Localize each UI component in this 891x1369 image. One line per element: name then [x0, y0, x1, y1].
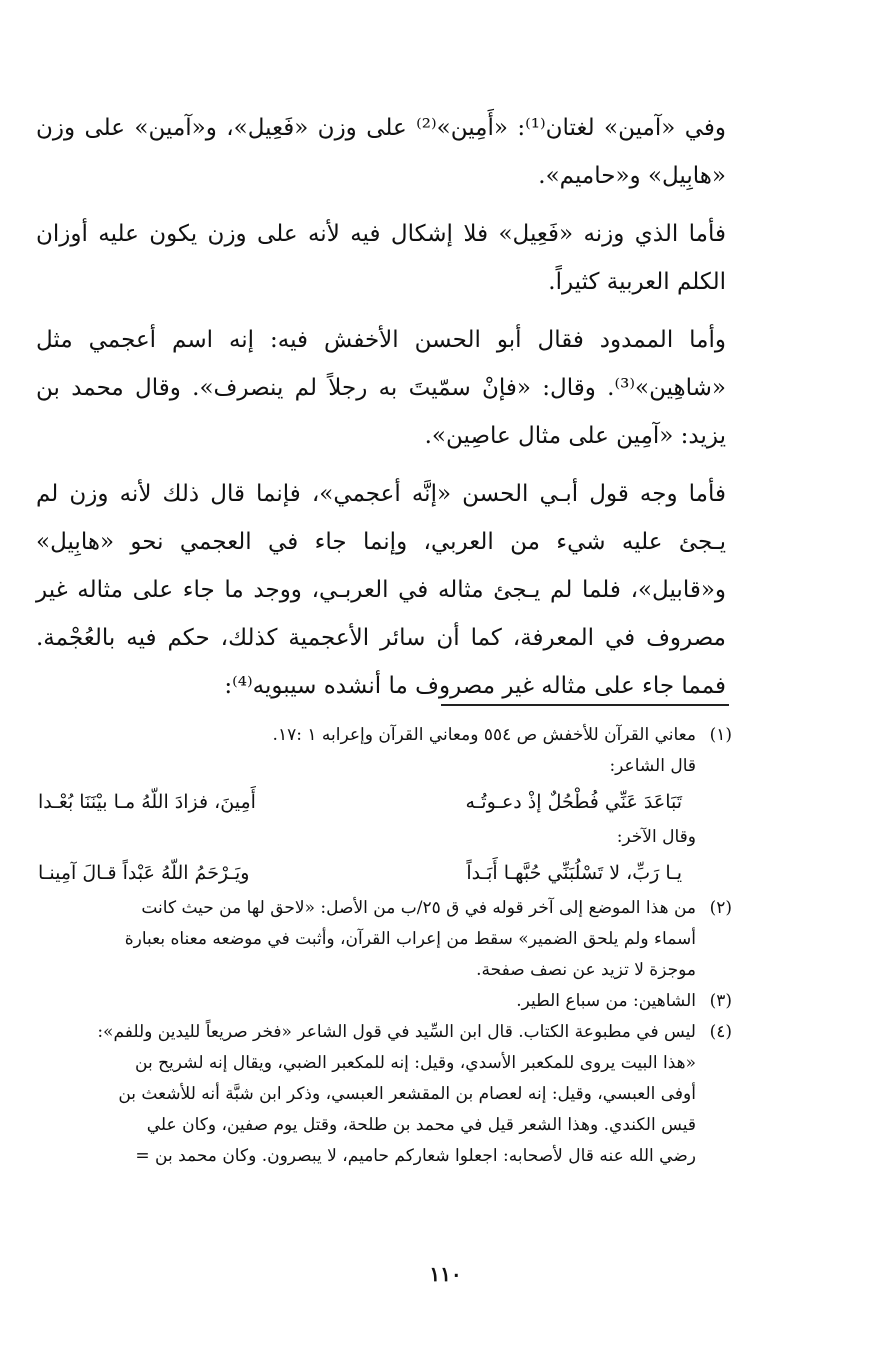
- verse-second-hemistich: أَمِينَ، فزادَ اللّهُ مـا بيْنَنَا بُعْـدا: [38, 791, 256, 813]
- verse-first-hemistich: يـا رَبِّ، لا تَسْلُبَنِّي حُبَّهـا أَبَـداً: [466, 862, 682, 884]
- paragraph-3: وأما الممدود فقال أبو الحسن الأخفش فيه: إنه اسم أعجمي مثل «شاهِين»⁽³⁾. وقال: «فإنْ سمّيتَ به رجلاً لم ينصرف». وقال محمد بن يزيد: «آمِين على مثال عاصِين».: [36, 327, 726, 449]
- footnote-line: أوفى العبسي، وقيل: إنه لعصام بن المقشعر العبسي، وذكر ابن شبَّة أنه للأشعث بن: [118, 1084, 696, 1104]
- footnote-line: ليس في مطبوعة الكتاب. قال ابن السِّيد في قول الشاعر «فخر صريعاً لليدين وللفم»:: [97, 1022, 696, 1042]
- footnote-line: قيس الكندي. وهذا الشعر قيل في محمد بن طلحة، وقتل يوم صفين، وكان علي: [146, 1115, 696, 1135]
- footnote-4: [30, 1017, 732, 1172]
- footnote-number: (٤): [709, 1022, 732, 1042]
- footnotes: [30, 720, 732, 1172]
- verse-label: وقال الآخر:: [616, 827, 696, 847]
- paragraph-4: فأما وجه قول أبـي الحسن «إنَّه أعجمي»، فإنما قال ذلك لأنه وزن لم يـجئ عليه شيء من العربي، وإنما جاء في العجمي نحو «هابِيل» و«قابيل»، فلما لم يـجئ مثاله في العربـي، ووجد ما جاء على مثاله غير مصروف في المعرفة، كما أن سائر الأعجمية كذلك، حكم فيه بالعُجْمة. فمما جاء على مثاله غير مصروف ما أنشده سيبويه⁽⁴⁾:: [36, 481, 726, 699]
- footnote-line: من هذا الموضع إلى آخر قوله في ق ٢٥/ب من الأصل: «لاحق لها من حيث كانت: [141, 898, 696, 918]
- verse: [30, 853, 696, 893]
- footnote-3: [30, 986, 732, 1017]
- verse: [30, 782, 696, 822]
- verse-label: قال الشاعر:: [609, 756, 696, 776]
- paragraph-2: فأما الذي وزنه «فَعِيل» فلا إشكال فيه لأنه على وزن يكون عليه أوزان الكلم العربية كثيراً.: [36, 221, 726, 295]
- verse-first-hemistich: تَبَاعَدَ عَنِّي فُطْحُلٌ إذْ دعـوتُـه: [465, 791, 682, 813]
- footnote-separator: [441, 704, 729, 706]
- verse-second-hemistich: ويَـرْحَمُ اللّهُ عَبْداً قـالَ آمِينـا: [38, 862, 250, 884]
- footnote-body: [30, 986, 696, 1017]
- main-text: [36, 104, 726, 720]
- footnote-number: (١): [709, 725, 732, 745]
- footnote-body: [30, 893, 696, 986]
- footnote-line: معاني القرآن للأخفش ص ٥٥٤ ومعاني القرآن وإعرابه ١ :١٧.: [272, 725, 696, 745]
- page-number: ١١٠: [429, 1262, 462, 1286]
- paragraph-1: وفي «آمين» لغتان⁽¹⁾: «أَمِين»⁽²⁾ على وزن «فَعِيل»، و«آمين» على وزن «هابِيل» و«حاميم».: [36, 115, 726, 189]
- footnote-number: (٣): [709, 991, 732, 1011]
- footnote-line: موجزة لا تزيد عن نصف صفحة.: [476, 960, 696, 980]
- footnote-line: أسماء ولم يلحق الضمير» سقط من إعراب القرآن، وأثبت في موضعه معناه بعبارة: [124, 929, 696, 949]
- footnote-line: رضي الله عنه قال لأصحابه: اجعلوا شعاركم حاميم، لا يبصرون. وكان محمد بن =: [135, 1146, 696, 1166]
- footnote-body: [30, 720, 696, 893]
- footnote-number: (٢): [709, 898, 732, 918]
- footnote-line: الشاهين: من سباع الطير.: [516, 991, 696, 1011]
- footnote-body: [30, 1017, 696, 1172]
- footnote-line: «هذا البيت يروى للمكعبر الأسدي، وقيل: إنه للمكعبر الضبي، ويقال إنه لشريح بن: [135, 1053, 696, 1073]
- footnote-1: [30, 720, 732, 893]
- footnote-2: [30, 893, 732, 986]
